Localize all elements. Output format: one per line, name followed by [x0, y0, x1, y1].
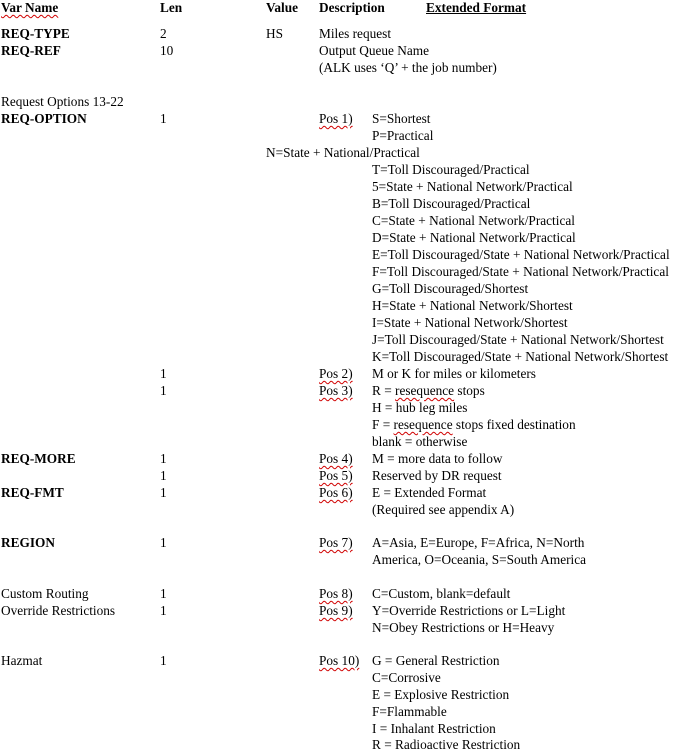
r-suffix: stops	[454, 383, 485, 398]
desc-override-2: N=Obey Restrictions or H=Heavy	[372, 620, 555, 635]
header-extended-format: Extended Format	[426, 0, 527, 15]
header-var-name	[1, 0, 58, 16]
hazmat-item: E = Explosive Restriction	[372, 687, 510, 702]
len-req-option: 1	[160, 111, 167, 126]
pos-3	[319, 383, 353, 399]
desc-pos-3-f	[372, 417, 576, 433]
desc-req-more: M = more data to follow	[372, 451, 503, 466]
len-req-more: 1	[160, 451, 167, 466]
f-resequence-word: resequence	[393, 417, 453, 432]
route-option: J=Toll Discouraged/State + National Network/Shortest	[372, 332, 664, 347]
desc-region-1: A=Asia, E=Europe, F=Africa, N=North	[372, 535, 585, 550]
opt-state-national: N=State + National/Practical	[266, 145, 420, 160]
route-option: K=Toll Discouraged/State + National Network/Shortest	[372, 349, 669, 364]
route-option: F=Toll Discouraged/State + National Network/Practical	[372, 264, 669, 279]
hazmat-item: F=Flammable	[372, 704, 447, 719]
route-option: C=State + National Network/Practical	[372, 213, 575, 228]
desc-pos-5: Reserved by DR request	[372, 468, 502, 483]
desc-region-2: America, O=Oceania, S=South America	[372, 552, 587, 567]
desc-req-ref-2: (ALK uses ‘Q’ + the job number)	[319, 60, 497, 75]
pos-1	[319, 111, 353, 127]
len-pos-2: 1	[160, 366, 167, 381]
header-var-name-text: Var Name	[1, 0, 59, 15]
desc-pos-3-h: H = hub leg miles	[372, 400, 468, 415]
route-option: G=Toll Discouraged/Shortest	[372, 281, 529, 296]
pos-7-text: Pos 7)	[319, 535, 353, 550]
route-option: 5=State + National Network/Practical	[372, 179, 573, 194]
pos-4	[319, 451, 353, 467]
var-hazmat: Hazmat	[1, 653, 43, 668]
pos-2-text: Pos 2)	[319, 366, 353, 381]
desc-custom-routing: C=Custom, blank=default	[372, 586, 511, 601]
desc-override-1: Y=Override Restrictions or L=Light	[372, 603, 566, 618]
desc-pos-2: M or K for miles or kilometers	[372, 366, 536, 381]
var-req-fmt: REQ-FMT	[1, 485, 64, 500]
pos-9-text: Pos 9)	[319, 603, 353, 618]
route-option: T=Toll Discouraged/Practical	[372, 162, 530, 177]
f-suffix: stops fixed destination	[452, 417, 576, 432]
f-prefix: F =	[372, 417, 394, 432]
header-len: Len	[160, 0, 183, 15]
desc-req-fmt-2: (Required see appendix A)	[372, 502, 515, 517]
pos-5	[319, 468, 353, 484]
pos-6	[319, 485, 353, 501]
pos-8	[319, 586, 353, 602]
len-req-fmt: 1	[160, 485, 167, 500]
pos-10	[319, 653, 359, 669]
pos-4-text: Pos 4)	[319, 451, 353, 466]
route-option: I=State + National Network/Shortest	[372, 315, 568, 330]
pos-8-text: Pos 8)	[319, 586, 353, 601]
var-req-option: REQ-OPTION	[1, 111, 87, 126]
len-custom-routing: 1	[160, 586, 167, 601]
var-override-restrictions: Override Restrictions	[1, 603, 116, 618]
opt-practical: P=Practical	[372, 128, 434, 143]
pos-3-text: Pos 3)	[319, 383, 353, 398]
var-req-type: REQ-TYPE	[1, 26, 70, 41]
var-custom-routing: Custom Routing	[1, 586, 89, 601]
header-description: Description	[319, 0, 385, 15]
route-option: E=Toll Discouraged/State + National Network/Practical	[372, 247, 670, 262]
desc-req-ref-1: Output Queue Name	[319, 43, 430, 58]
pos-5-text: Pos 5)	[319, 468, 353, 483]
hazmat-item: R = Radioactive Restriction	[372, 737, 521, 752]
desc-pos-3-blank: blank = otherwise	[372, 434, 468, 449]
desc-pos-3-r	[372, 383, 485, 399]
len-override: 1	[160, 603, 167, 618]
len-pos-3: 1	[160, 383, 167, 398]
pos-6-text: Pos 6)	[319, 485, 353, 500]
pos-2	[319, 366, 353, 382]
var-region: REGION	[1, 535, 55, 550]
route-option: H=State + National Network/Shortest	[372, 298, 573, 313]
request-options-label: Request Options 13-22	[1, 94, 124, 109]
pos-10-text: Pos 10)	[319, 653, 360, 668]
r-resequence-word: resequence	[395, 383, 455, 398]
var-req-more: REQ-MORE	[1, 451, 76, 466]
len-pos-5: 1	[160, 468, 167, 483]
header-value: Value	[266, 0, 299, 15]
len-req-ref: 10	[160, 43, 174, 58]
desc-req-type: Miles request	[319, 26, 392, 41]
r-prefix: R =	[372, 383, 396, 398]
pos-7	[319, 535, 353, 551]
route-option: B=Toll Discouraged/Practical	[372, 196, 531, 211]
pos-1-text: Pos 1)	[319, 111, 353, 126]
pos-9	[319, 603, 353, 619]
route-option: D=State + National Network/Practical	[372, 230, 576, 245]
hazmat-item: G = General Restriction	[372, 653, 500, 668]
desc-req-fmt-1: E = Extended Format	[372, 485, 487, 500]
value-req-type: HS	[266, 26, 283, 41]
hazmat-item: C=Corrosive	[372, 670, 441, 685]
var-req-ref: REQ-REF	[1, 43, 61, 58]
len-req-type: 2	[160, 26, 167, 41]
len-region: 1	[160, 535, 167, 550]
opt-shortest: S=Shortest	[372, 111, 431, 126]
hazmat-item: I = Inhalant Restriction	[372, 721, 496, 736]
len-hazmat: 1	[160, 653, 167, 668]
